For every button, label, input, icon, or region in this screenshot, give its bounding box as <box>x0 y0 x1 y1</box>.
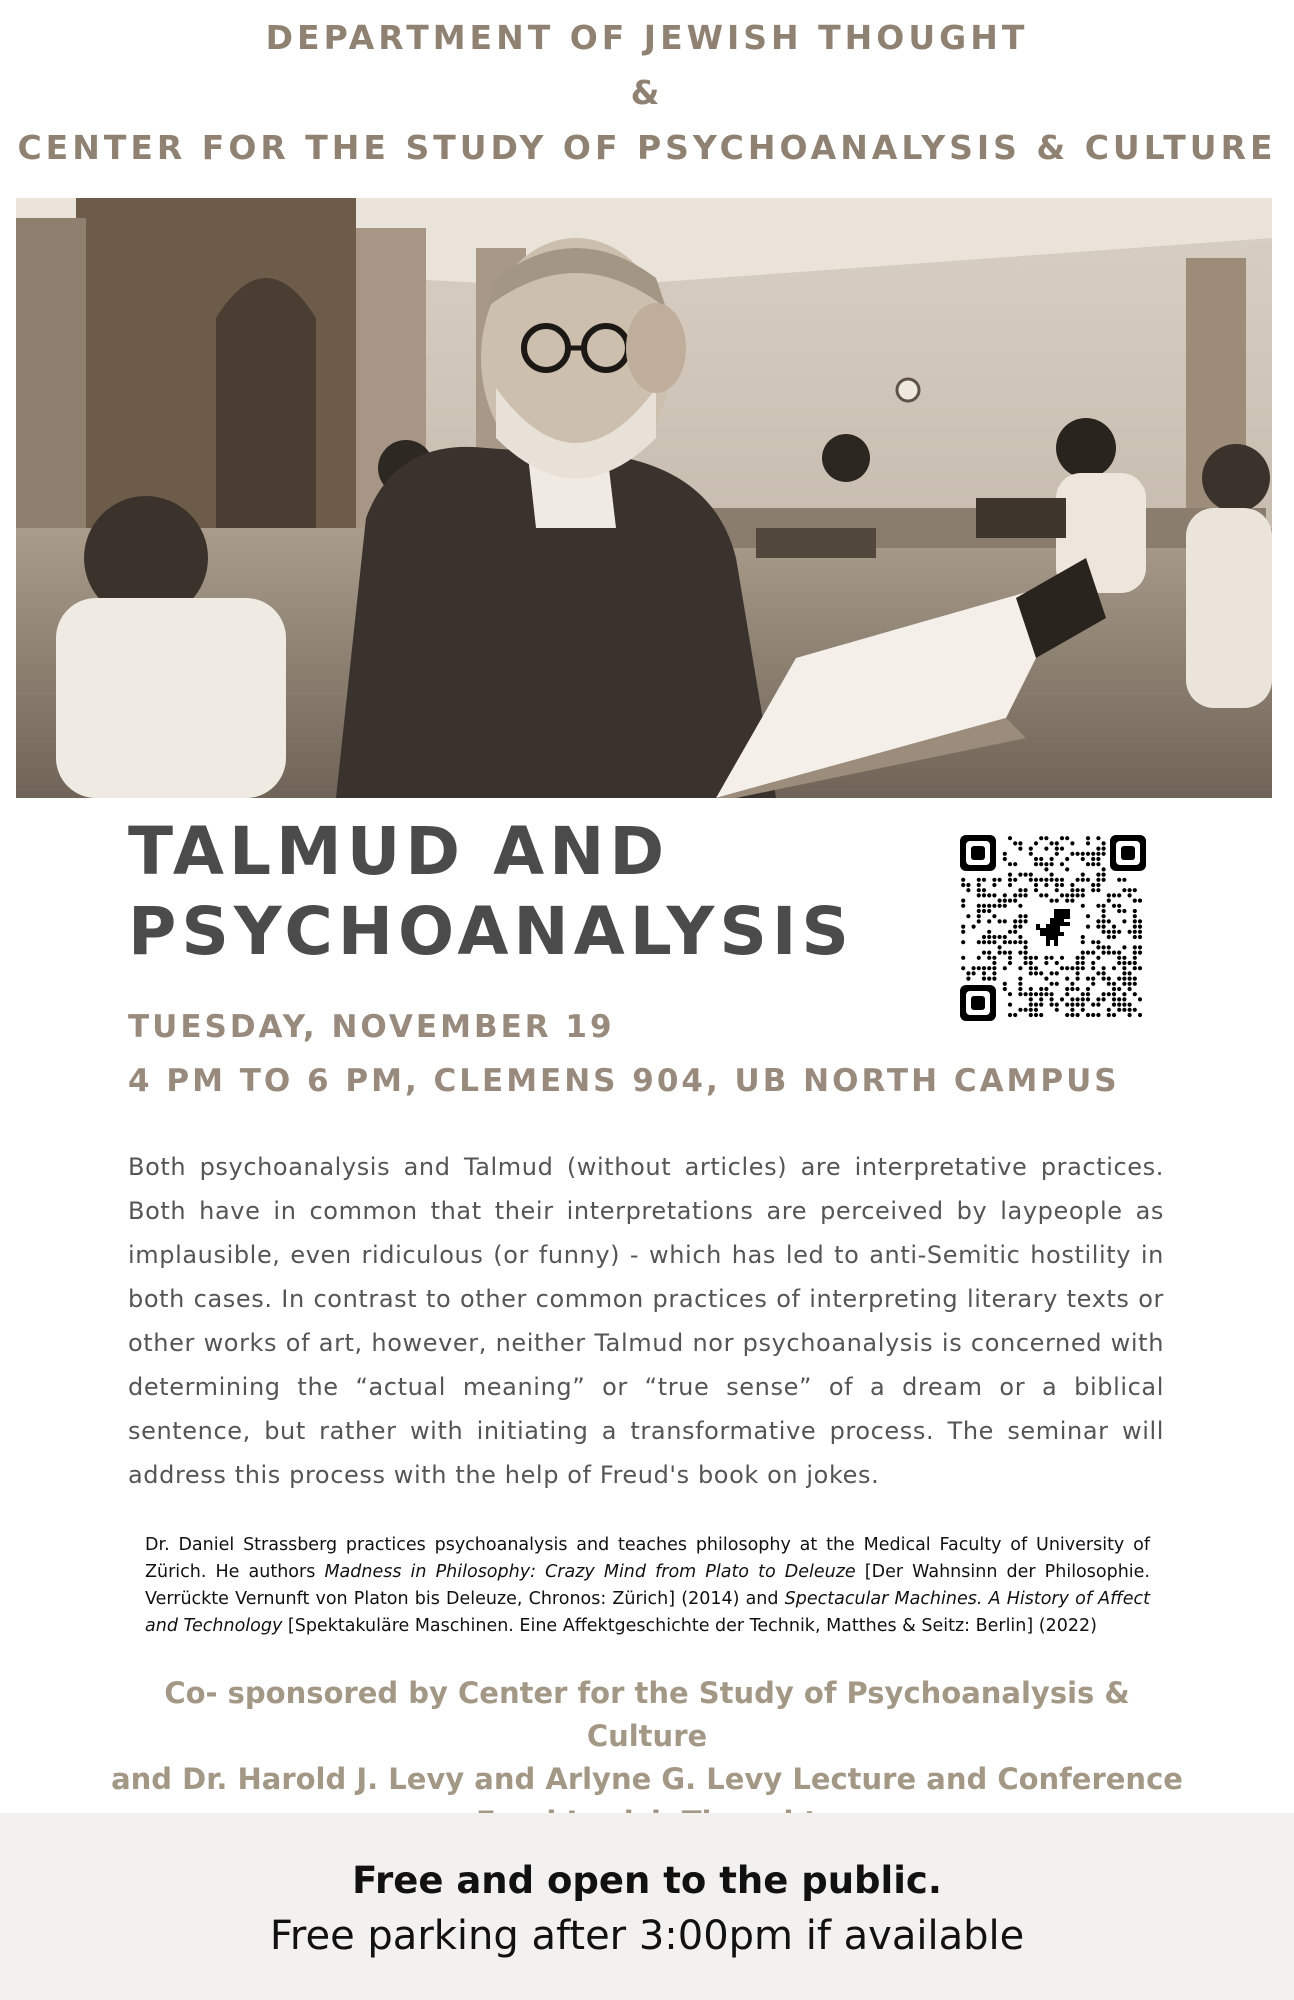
bio-text-1: Dr. Daniel Strassberg practices psychoanalysis and teaches philosophy at the Medical Faculty of University of Zürich. He authors <box>145 1535 1150 1582</box>
free-admission-note: Free and open to the public. <box>352 1859 942 1902</box>
event-title <box>128 812 888 972</box>
event-abstract: Both psychoanalysis and Talmud (without articles) are interpretative practices. Both have in common that their interpretations are perceived by laypeople as implausible, even ridiculous (or funny) - which has led to anti-Semitic hostility in both cases. In contrast to other common practices of interpreting literary texts or other works of art, however, neither Talmud nor psychoanalysis is concerned with determining the “actual meaning” or “true sense” of a dream or a biblical sentence, but rather with initiating a transformative process. The seminar will address this process with the help of Freud's book on jokes. <box>128 1153 1164 1489</box>
speaker-bio <box>145 1532 1150 1640</box>
event-date: TUESDAY, NOVEMBER 19 <box>128 1009 615 1045</box>
center-name: CENTER FOR THE STUDY OF PSYCHOANALYSIS & CULTURE <box>17 128 1277 167</box>
bio-text-2: [Der Wahnsinn der Philosophie. Verrückte Vernunft von Platon bis Deleuze, Chronos: Zürich] (2014) and <box>145 1562 1150 1609</box>
department-name: DEPARTMENT OF JEWISH THOUGHT <box>265 18 1029 57</box>
event-datetime <box>128 1000 1120 1108</box>
parking-note: Free parking after 3:00pm if available <box>269 1913 1025 1959</box>
sponsor-line2: and Dr. Harold J. Levy and Arlyne G. Levy Lecture and Conference <box>111 1762 1183 1796</box>
event-title-line2: PSYCHOANALYSIS <box>128 893 854 970</box>
bio-text-3: [Spektakuläre Maschinen. Eine Affektgeschichte der Technik, Matthes & Seitz: Berlin] (2022) <box>282 1616 1097 1636</box>
qr-code[interactable] <box>960 835 1146 1021</box>
dinosaur-logo <box>1030 905 1076 949</box>
sponsor-line1: Co- sponsored by Center for the Study of Psychoanalysis & Culture <box>164 1676 1130 1753</box>
footer-banner <box>0 1813 1294 2000</box>
ampersand: & <box>630 73 664 112</box>
bio-book-2: Spectacular Machines. A History of Affect and Technology <box>145 1589 1150 1636</box>
header <box>0 10 1294 175</box>
event-time-location: 4 PM TO 6 PM, CLEMENS 904, UB NORTH CAMPUS <box>128 1063 1120 1099</box>
bio-book-1: Madness in Philosophy: Crazy Mind from Plato to Deleuze <box>324 1562 856 1582</box>
event-title-line1: TALMUD AND <box>128 813 670 890</box>
study-hall-photo <box>16 198 1272 798</box>
